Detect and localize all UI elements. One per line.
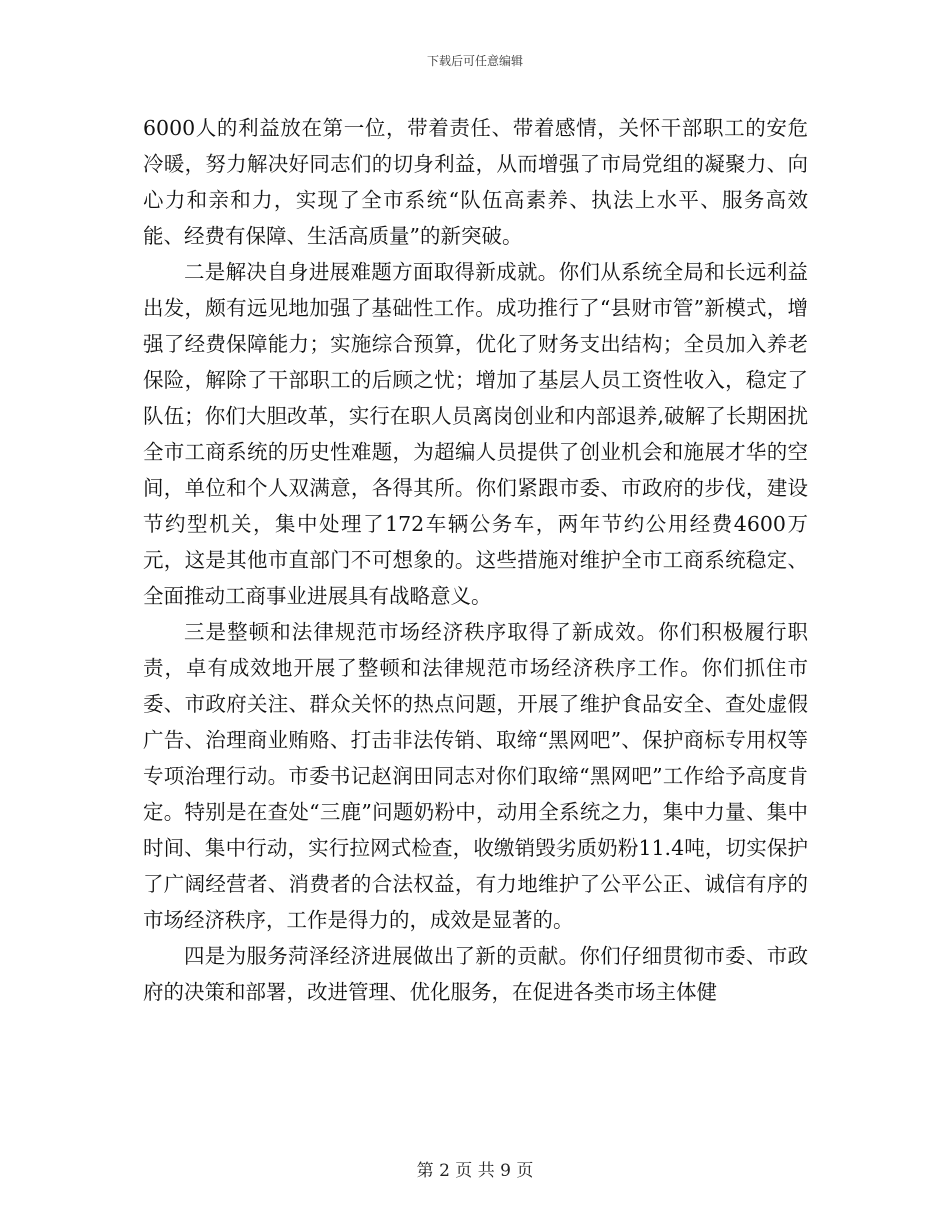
page-header: 下载后可任意编辑 xyxy=(426,54,523,68)
page-number-footer: 第 2 页 共 9 页 xyxy=(416,1161,534,1181)
paragraph-point-four: 四是为服务菏泽经济进展做出了新的贡献。你们仔细贯彻市委、市政府的决策和部署，改进管理、优化服务，在促进各类市场主体健 xyxy=(143,944,808,1004)
paragraph-continuation: 6000人的利益放在第一位，带着责任、带着感情，关怀干部职工的安危冷暖，努力解决好同志们的切身利益，从而增强了市局党组的凝聚力、向心力和亲和力，实现了全市系统“队伍高素养、执法上水平、服务高效能、经费有保障、生活高质量”的新突破。 xyxy=(143,116,808,248)
document-body xyxy=(143,110,808,1010)
paragraph-point-three: 三是整顿和法律规范市场经济秩序取得了新成效。你们积极履行职责，卓有成效地开展了整顿和法律规范市场经济秩序工作。你们抓住市委、市政府关注、群众关怀的热点问题，开展了维护食品安全、查处虚假广告、治理商业贿赂、打击非法传销、取缔“黑网吧”、保护商标专用权等专项治理行动。市委书记赵润田同志对你们取缔“黑网吧”工作给予高度肯定。特别是在查处“三鹿”问题奶粉中，动用全系统之力，集中力量、集中时间、集中行动，实行拉网式检查，收缴销毁劣质奶粉11.4吨，切实保护了广阔经营者、消费者的合法权益，有力地维护了公平公正、诚信有序的市场经济秩序，工作是得力的，成效是显著的。 xyxy=(143,620,808,932)
paragraph-point-two: 二是解决自身进展难题方面取得新成就。你们从系统全局和长远利益出发，颇有远见地加强了基础性工作。成功推行了“县财市管”新模式，增强了经费保障能力；实施综合预算，优化了财务支出结构；全员加入养老保险，解除了干部职工的后顾之忧；增加了基层人员工资性收入，稳定了队伍；你们大胆改革，实行在职人员离岗创业和内部退养,破解了长期困扰全市工商系统的历史性难题，为超编人员提供了创业机会和施展才华的空间，单位和个人双满意，各得其所。你们紧跟市委、市政府的步伐，建设节约型机关，集中处理了172车辆公务车，两年节约公用经费4600万元，这是其他市直部门不可想象的。这些措施对维护全市工商系统稳定、全面推动工商事业进展具有战略意义。 xyxy=(143,260,808,608)
